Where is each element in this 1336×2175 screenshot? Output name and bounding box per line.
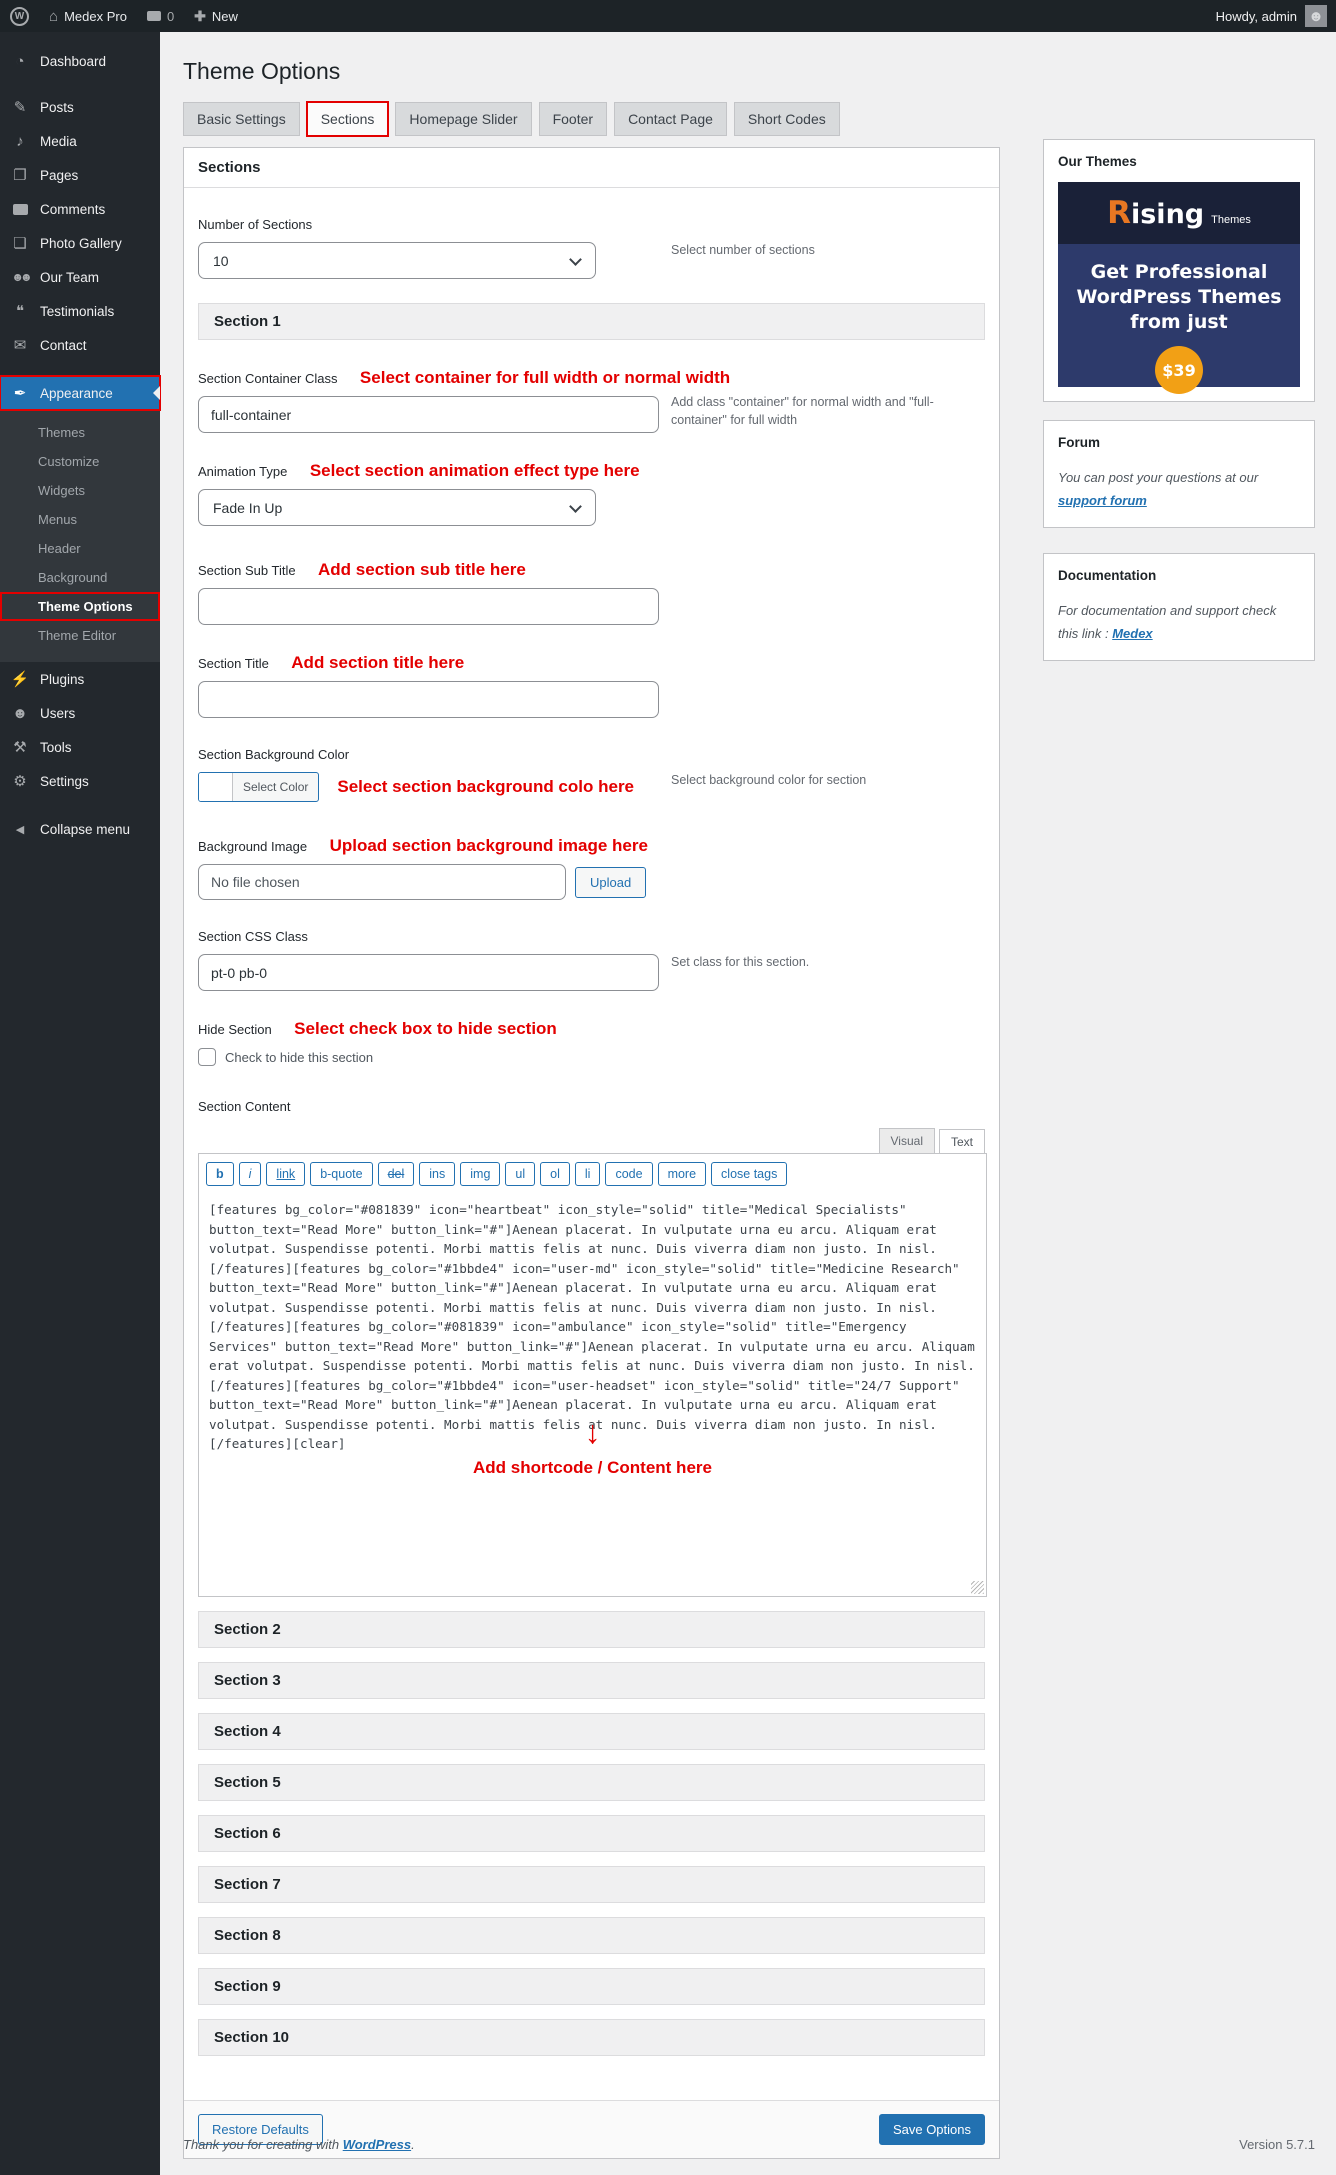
sidebar-item-label: Photo Gallery — [40, 235, 122, 251]
img-button[interactable]: img — [460, 1162, 500, 1186]
forum-text — [1058, 466, 1300, 513]
section-10-header[interactable]: Section 10 — [198, 2019, 985, 2056]
select-color-label: Select Color — [243, 780, 309, 794]
admin-menu — [0, 32, 160, 846]
submenu-item-theme-editor[interactable]: Theme Editor — [38, 628, 117, 643]
ul-button[interactable]: ul — [505, 1162, 535, 1186]
restore-defaults-button[interactable]: Restore Defaults — [198, 2114, 323, 2145]
sidebar-item-comments[interactable] — [0, 192, 160, 226]
container-class-input[interactable] — [198, 396, 659, 433]
bg-image-label: Background Image — [198, 838, 308, 854]
chevron-down-icon — [569, 500, 582, 513]
hide-section-checkbox[interactable] — [198, 1048, 216, 1066]
bg-image-field — [198, 836, 985, 900]
user-icon: ☻ — [12, 704, 28, 722]
hide-section-annotation: Select check box to hide section — [294, 1019, 557, 1038]
sub-title-label: Section Sub Title — [198, 562, 296, 578]
more-button[interactable]: more — [658, 1162, 706, 1186]
hide-section-label: Hide Section — [198, 1021, 272, 1037]
forum-text-prefix: You can post your questions at our — [1058, 470, 1259, 485]
sidebar-item-collapse-menu[interactable] — [0, 812, 160, 846]
sidebar-item-media[interactable] — [0, 124, 160, 158]
documentation-title: Documentation — [1058, 567, 1157, 583]
brand-subtitle: Themes — [1211, 214, 1251, 226]
number-of-sections-field — [198, 216, 985, 279]
bg-color-annotation: Select section background colo here — [337, 777, 635, 796]
tab-visual[interactable]: Visual — [879, 1128, 935, 1153]
sidebar-item-label: Dashboard — [40, 53, 107, 69]
sidebar-item-users[interactable] — [0, 696, 160, 730]
section-title-field — [198, 653, 985, 718]
admin-sidebar — [0, 32, 160, 2175]
sidebar-item-testimonials[interactable] — [0, 294, 160, 328]
animation-type-annotation: Select section animation effect type here — [309, 461, 640, 480]
sidebar-item-label: Appearance — [40, 385, 113, 401]
sidebar-item-plugins[interactable] — [0, 662, 160, 696]
gear-icon: ⚙ — [13, 773, 27, 790]
rising-themes-banner[interactable] — [1058, 182, 1300, 387]
section-3-header[interactable]: Section 3 — [198, 1662, 985, 1699]
documentation-box — [1043, 553, 1315, 661]
down-arrow-icon: ↓ — [584, 1414, 601, 1450]
tab-text[interactable]: Text — [939, 1129, 985, 1154]
section-title-annotation: Add section title here — [291, 653, 465, 672]
tools-icon: ⚒ — [13, 739, 27, 756]
container-class-label: Section Container Class — [198, 370, 338, 386]
section-4-header[interactable]: Section 4 — [198, 1713, 985, 1750]
section-title-label: Section Title — [198, 655, 269, 671]
admin-bar — [0, 0, 1336, 32]
admin-bar-left — [0, 0, 248, 32]
sidebar-item-tools[interactable] — [0, 730, 160, 764]
banner-logo — [1058, 182, 1300, 244]
bold-button[interactable]: b — [206, 1162, 234, 1186]
media-icon: ♪ — [16, 132, 24, 150]
site-name-label: Medex Pro — [64, 8, 127, 24]
ol-button[interactable]: ol — [540, 1162, 570, 1186]
gallery-icon: ❏ — [13, 235, 27, 252]
sidebar-item-appearance[interactable] — [0, 376, 160, 410]
comments-menu[interactable] — [137, 0, 184, 32]
link-button[interactable]: link — [266, 1162, 305, 1186]
sidebar-item-dashboard[interactable] — [0, 44, 160, 78]
documentation-text — [1058, 599, 1300, 646]
sidebar-item-label: Testimonials — [40, 303, 115, 319]
banner-line-1: Get Professional — [1090, 261, 1268, 283]
select-value: Fade In Up — [213, 499, 283, 516]
pushpin-icon: ✎ — [13, 99, 27, 116]
css-class-input[interactable] — [198, 954, 659, 991]
menu-separator — [0, 798, 160, 812]
section-9-header[interactable]: Section 9 — [198, 1968, 985, 2005]
version-label: Version 5.7.1 — [1239, 2137, 1315, 2152]
our-themes-box — [1043, 139, 1315, 402]
hide-section-checkbox-label: Check to hide this section — [225, 1049, 374, 1065]
banner-line-3: from just — [1130, 311, 1228, 333]
banner-text — [1058, 244, 1300, 394]
li-button[interactable]: li — [575, 1162, 601, 1186]
tab-sections[interactable]: Sections — [307, 102, 389, 136]
account-menu[interactable] — [1216, 5, 1336, 27]
text-editor — [198, 1153, 987, 1597]
select-value: 10 — [213, 252, 229, 269]
submenu-item-customize[interactable]: Customize — [38, 454, 100, 469]
ins-button[interactable]: ins — [419, 1162, 455, 1186]
section-5-header[interactable]: Section 5 — [198, 1764, 985, 1801]
pages-icon: ❐ — [13, 167, 27, 184]
tab-contact-page[interactable]: Contact Page — [614, 102, 727, 136]
quicktags-toolbar — [199, 1154, 986, 1194]
menu-separator — [0, 78, 160, 90]
section-content-label: Section Content — [198, 1099, 291, 1115]
sidebar-item-label: Plugins — [40, 671, 85, 687]
wordpress-logo-icon: W — [10, 7, 29, 26]
tab-footer[interactable]: Footer — [539, 102, 607, 136]
close-tags-button[interactable]: close tags — [711, 1162, 787, 1186]
bg-image-annotation: Upload section background image here — [329, 836, 648, 855]
sidebar-item-label: Comments — [40, 201, 106, 217]
new-content-menu[interactable] — [184, 0, 248, 32]
section-1-header[interactable]: Section 1 — [198, 303, 985, 340]
italic-button[interactable]: i — [239, 1162, 262, 1186]
brush-icon: ✒ — [13, 385, 27, 402]
quote-icon: ❝ — [15, 303, 25, 320]
upload-button[interactable]: Upload — [575, 867, 646, 898]
plugin-icon: ⚡ — [10, 671, 30, 688]
code-button[interactable]: code — [605, 1162, 652, 1186]
sidebar-item-label: Collapse menu — [40, 821, 131, 837]
brand-name — [1107, 195, 1205, 231]
wordpress-logo-menu[interactable] — [0, 0, 39, 32]
color-swatch — [199, 773, 233, 801]
tab-homepage-slider[interactable]: Homepage Slider — [395, 102, 531, 136]
save-options-button[interactable]: Save Options — [879, 2114, 985, 2145]
team-icon: ☻☻ — [11, 270, 29, 284]
sidebar-item-photo-gallery[interactable] — [0, 226, 160, 260]
chevron-down-icon — [569, 253, 582, 266]
bg-color-helper: Select background color for section — [671, 773, 867, 787]
thanks-suffix: . — [411, 2137, 415, 2152]
comments-icon — [13, 204, 28, 215]
new-label: New — [211, 8, 238, 24]
sidebar-item-settings[interactable] — [0, 764, 160, 798]
collapse-arrow-icon: ◀ — [15, 823, 25, 836]
sub-title-input[interactable] — [198, 588, 659, 625]
submenu-item-themes[interactable]: Themes — [38, 425, 85, 440]
price-badge: $39 — [1155, 346, 1203, 394]
howdy-label: Howdy, admin — [1215, 8, 1297, 24]
page-title: Theme Options — [183, 58, 341, 84]
hide-section-field — [198, 1019, 985, 1066]
sections-panel — [183, 147, 1000, 2159]
panel-title: Sections — [184, 148, 999, 188]
css-class-field — [198, 928, 985, 991]
sidebar-item-label: Posts — [40, 99, 74, 115]
container-class-helper: Add class "container" for normal width and "full-container" for full width — [671, 395, 934, 428]
tab-short-codes[interactable]: Short Codes — [734, 102, 840, 136]
forum-title: Forum — [1058, 435, 1100, 450]
sidebar-item-label: Users — [40, 705, 76, 721]
brand-initial: R — [1107, 195, 1131, 231]
our-themes-title: Our Themes — [1058, 154, 1137, 169]
container-class-annotation: Select container for full width or normal width — [359, 368, 731, 387]
sidebar-item-posts[interactable] — [0, 90, 160, 124]
section-content-field — [198, 1098, 985, 1597]
documentation-text-prefix: For documentation and support check this link : — [1058, 602, 1277, 642]
submenu-item-widgets[interactable]: Widgets — [38, 483, 85, 498]
theme-options-tabs — [183, 102, 1336, 136]
select-color-button[interactable] — [198, 772, 319, 802]
number-of-sections-helper: Select number of sections — [671, 243, 815, 257]
thanks-prefix: Thank you for creating with — [183, 2137, 343, 2152]
panel-body — [184, 216, 999, 2056]
section-2-header[interactable]: Section 2 — [198, 1611, 985, 1648]
menu-separator — [0, 362, 160, 376]
brand-rest: ising — [1130, 199, 1205, 230]
number-of-sections-label: Number of Sections — [198, 217, 313, 233]
envelope-icon: ✉ — [13, 337, 27, 354]
css-class-label: Section CSS Class — [198, 929, 308, 945]
container-class-field — [198, 368, 985, 433]
sidebar-item-contact[interactable] — [0, 328, 160, 362]
animation-type-field — [198, 461, 985, 526]
sidebar-item-label: Tools — [40, 739, 72, 755]
sidebar-item-label: Pages — [40, 167, 79, 183]
section-content-textarea[interactable] — [199, 1194, 986, 1568]
submenu-item-header[interactable]: Header — [38, 541, 81, 556]
tab-basic-settings[interactable]: Basic Settings — [183, 102, 300, 136]
appearance-submenu — [0, 410, 160, 662]
submenu-item-menus[interactable]: Menus — [38, 512, 78, 527]
home-icon: ⌂ — [49, 7, 59, 25]
plus-icon: ✚ — [194, 7, 206, 24]
section-8-header[interactable]: Section 8 — [198, 1917, 985, 1954]
bg-image-row — [198, 864, 985, 900]
comment-count: 0 — [166, 8, 175, 24]
del-button[interactable]: del — [378, 1162, 415, 1186]
file-input[interactable] — [198, 864, 566, 900]
submenu-item-theme-options[interactable]: Theme Options — [0, 592, 160, 621]
sub-title-annotation: Add section sub title here — [318, 560, 526, 579]
section-7-header[interactable]: Section 7 — [198, 1866, 985, 1903]
bg-color-field — [198, 746, 985, 802]
page-footer — [183, 2137, 1315, 2152]
forum-box — [1043, 420, 1315, 528]
sidebar-item-label: Our Team — [40, 269, 100, 285]
wordpress-link[interactable]: WordPress — [342, 2137, 412, 2152]
footer-thanks — [183, 2137, 415, 2152]
textarea-resize-handle[interactable] — [971, 1581, 984, 1594]
comment-bubble-icon — [147, 11, 161, 21]
sidebar-item-our-team[interactable] — [0, 260, 160, 294]
section-title-input[interactable] — [198, 681, 659, 718]
editor-mode-tabs — [198, 1128, 985, 1153]
section-6-header[interactable]: Section 6 — [198, 1815, 985, 1852]
sub-title-field — [198, 560, 985, 625]
avatar: ☻ — [1305, 5, 1327, 27]
content-annotation-text: Add shortcode / Content here — [473, 1458, 712, 1477]
blockquote-button[interactable]: b-quote — [310, 1162, 372, 1186]
sidebar-item-pages[interactable] — [0, 158, 160, 192]
hide-section-row — [198, 1048, 985, 1066]
bg-color-label: Section Background Color — [198, 747, 350, 763]
collapsed-sections-list — [198, 1611, 985, 2056]
dashboard-icon: ◔ — [15, 52, 25, 70]
animation-type-select[interactable] — [198, 489, 596, 526]
file-value: No file chosen — [211, 874, 300, 890]
animation-type-label: Animation Type — [198, 463, 288, 479]
sidebar-item-label: Contact — [40, 337, 87, 353]
site-name-menu[interactable] — [39, 0, 137, 32]
number-of-sections-select[interactable] — [198, 242, 596, 279]
banner-line-2: WordPress Themes — [1076, 286, 1282, 308]
submenu-item-background[interactable]: Background — [38, 570, 108, 585]
medex-link[interactable]: Medex — [1112, 626, 1153, 642]
right-sidebar — [1043, 139, 1315, 661]
support-forum-link[interactable]: support forum — [1058, 493, 1147, 509]
sidebar-item-label: Settings — [40, 773, 89, 789]
css-class-helper: Set class for this section. — [671, 955, 810, 969]
sidebar-item-label: Media — [40, 133, 77, 149]
